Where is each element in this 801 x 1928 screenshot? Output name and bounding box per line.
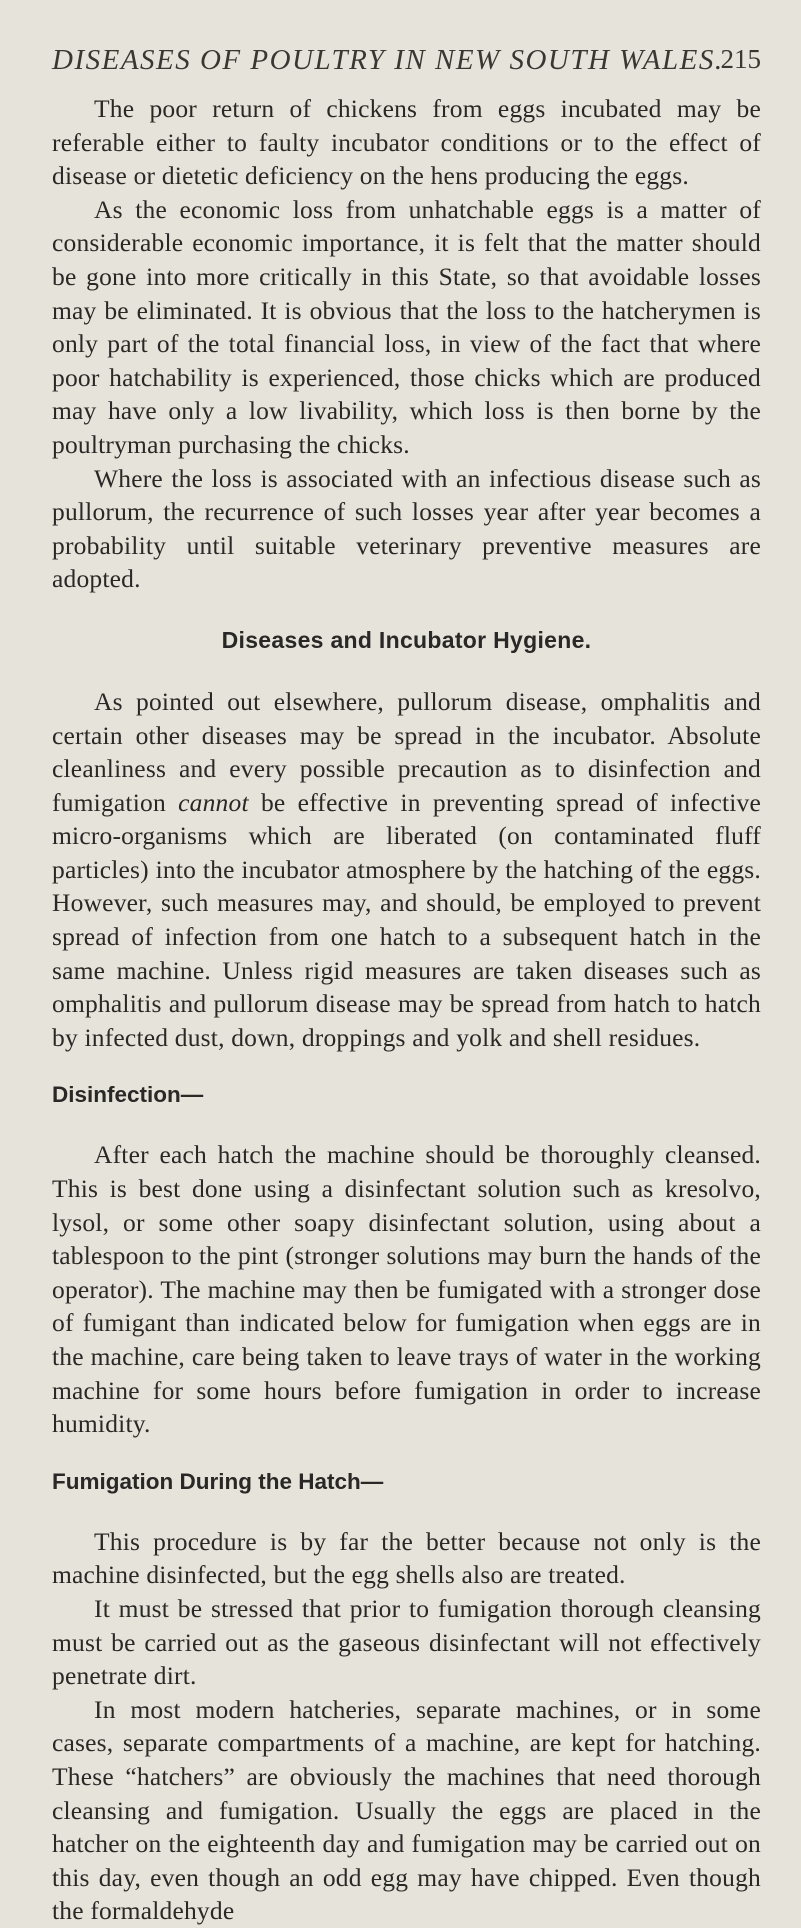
paragraph-poor-return: The poor return of chickens from eggs incubated may be referable either to faulty incubator conditions or to the effect of disease or dietetic deficiency on the hens producing the eggs. [52,94,761,191]
text-run: As pointed out elsewhere, pullorum disease, omphalitis and certain other diseases may be spread in the incubator. Absolute cleanliness and every possible precaution as to disinfection and fumigation [52,686,761,817]
emphasis-cannot: cannot [178,787,249,817]
paragraph-fumigation-procedure: This procedure is by far the better because not only is the machine disinfected, but the egg shells also are treated. [52,1526,761,1590]
section-heading-incubator-hygiene: Diseases and Incubator Hygiene. [221,626,592,653]
paragraph-disinfection: After each hatch the machine should be thoroughly cleansed. This is best done using a disinfectant solution such as kresolvo, lysol, or some other soapy disinfectant solution, using about a tablespoon to the pint (stronger solutions may burn the hands of the operator). The machine may then be fumigated with a stronger dose of fumigant than indicated below for fumigation when eggs are in the machine, care being taken to leave trays of water in the working machine for some hours before fumigation in order to increase humidity. [52,1140,761,1439]
paragraph-economic-loss: As the economic loss from unhatchable eggs is a matter of considerable economic importance, it is felt that the matter should be gone into more critically in this State, so that avoidable losses may be eliminated. It is obvious that the loss to the hatcherymen is only part of the total financial loss, in view of the fact that where poor hatchability is experienced, those chicks which are produced may have only a low livability, which loss is then borne by the poultryman purchasing the chicks. [52,194,761,459]
subheading-fumigation-during-hatch: Fumigation During the Hatch— [52,1468,384,1494]
subheading-disinfection: Disinfection— [52,1082,204,1108]
paragraph-cleansing-stress: It must be stressed that prior to fumigation thorough cleansing must be carried out as the gaseous disinfectant will not effectively penetrate dirt. [52,1593,761,1691]
paragraph-modern-hatcheries: In most modern hatcheries, separate machines, or in some cases, separate compartments of a machine, are kept for hatching. These “hatchers” are obviously the machines that need thorough cleansing and fumigation. Usually the eggs are placed in the hatcher on the eighteenth day and fumigation may be carried out on this day, even though an odd egg may have chipped. Even though the formaldehyde [52,1694,761,1926]
paragraph-pullorum-recurrence: Where the loss is associated with an infectious disease such as pullorum, the recurrence of such losses year after year becomes a probability until suitable veterinary preventive measures are adopted. [52,463,761,594]
paragraph-incubator-spread [52,685,761,1055]
text-run: be effective in preventing spread of infective micro-organisms which are liberated (on contaminated fluff particles) into the incubator atmosphere by the hatching of the eggs. However, such measures may, and should, be employed to prevent spread of infection from one hatch to a subsequent hatch in the same machine. Unless rigid measures are taken diseases such as omphalitis and pullorum disease may be spread from hatch to hatch by infected dust, down, droppings and yolk and shell residues. [52,787,761,1052]
running-head [52,44,761,80]
page-body [52,92,761,1928]
running-title: DISEASES OF POULTRY IN NEW SOUTH WALES. [52,44,724,76]
page-number: 215 [720,44,761,74]
